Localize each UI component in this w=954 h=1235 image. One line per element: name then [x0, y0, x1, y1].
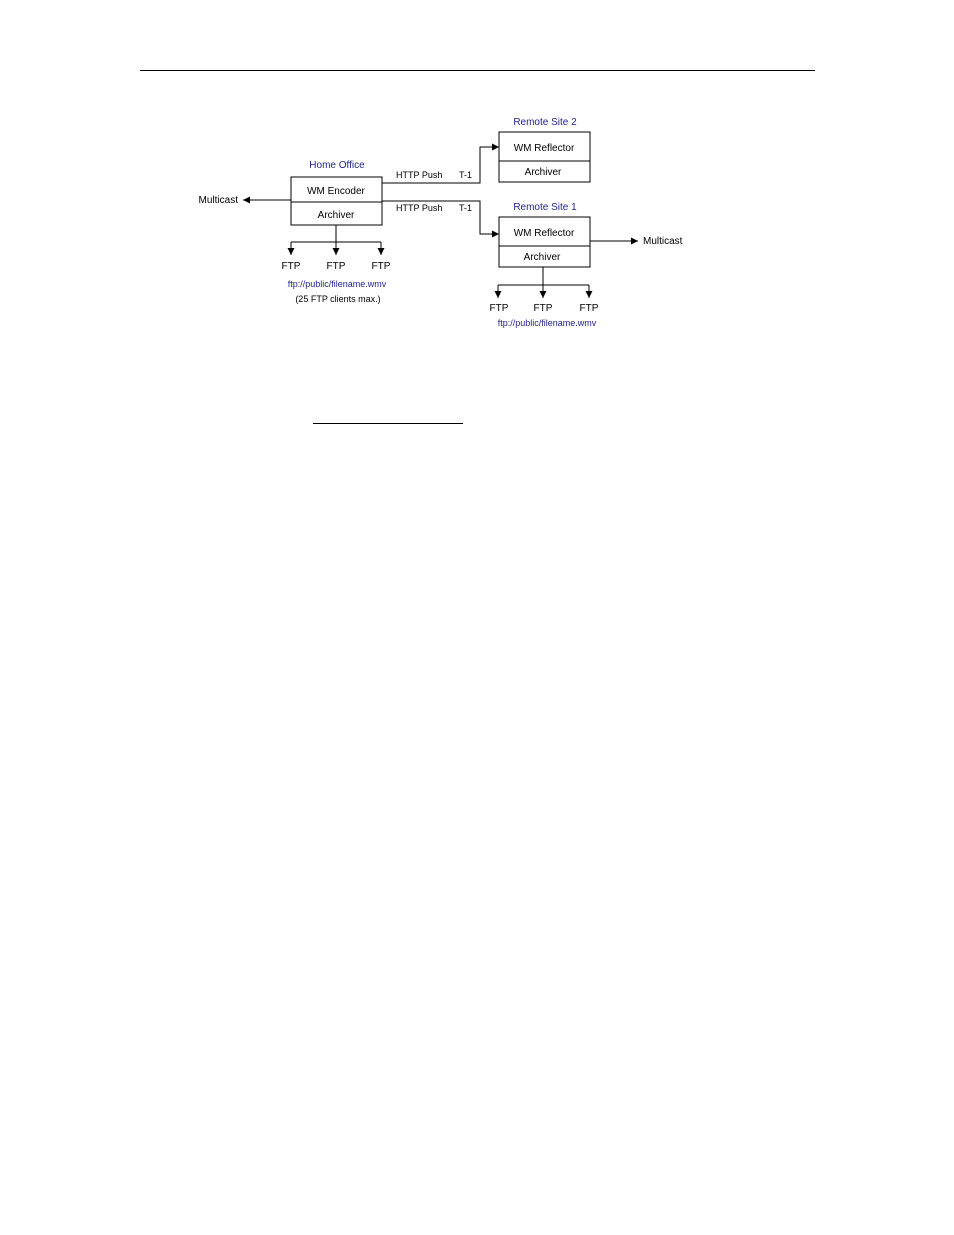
home-ftp-label-2: FTP	[326, 261, 346, 272]
remote-site-1-node	[499, 217, 590, 267]
home-office-node	[291, 177, 382, 225]
link-bottom-line: T-1	[459, 203, 473, 213]
remote-ftp-url: ftp://public/filename.wmv	[497, 318, 597, 328]
remote-site-1-archiver-label: Archiver	[523, 252, 561, 263]
home-office-title: Home Office	[309, 160, 365, 171]
remote-ftp-label-1: FTP	[489, 303, 509, 314]
link-bottom-protocol: HTTP Push	[396, 203, 443, 213]
remote-site-2-reflector-label: WM Reflector	[513, 143, 575, 154]
home-ftp-note: (25 FTP clients max.)	[295, 294, 381, 304]
remote-site-2-archiver-label: Archiver	[524, 167, 562, 178]
remote-multicast-label: Multicast	[643, 236, 683, 247]
remote-ftp-fanout	[490, 267, 599, 314]
link-top-line: T-1	[459, 170, 473, 180]
remote-ftp-label-2: FTP	[533, 303, 553, 314]
home-archiver-label: Archiver	[317, 210, 355, 221]
home-ftp-label-3: FTP	[371, 261, 391, 272]
link-to-remote-site-1	[382, 201, 499, 234]
wm-encoder-label: WM Encoder	[307, 186, 365, 197]
remote-site-2-title: Remote Site 2	[513, 117, 577, 128]
network-diagram	[0, 0, 954, 440]
home-multicast-label: Multicast	[198, 195, 238, 206]
remote-site-1-title: Remote Site 1	[513, 202, 577, 213]
footnote-rule	[313, 423, 463, 424]
remote-site-1-reflector-label: WM Reflector	[513, 228, 575, 239]
link-top-protocol: HTTP Push	[396, 170, 443, 180]
remote-ftp-label-3: FTP	[579, 303, 599, 314]
home-ftp-fanout	[282, 225, 391, 272]
link-to-remote-site-2	[382, 147, 499, 183]
remote-site-2-node	[499, 132, 590, 182]
home-ftp-label-1: FTP	[281, 261, 301, 272]
home-ftp-url: ftp://public/filename.wmv	[287, 279, 387, 289]
